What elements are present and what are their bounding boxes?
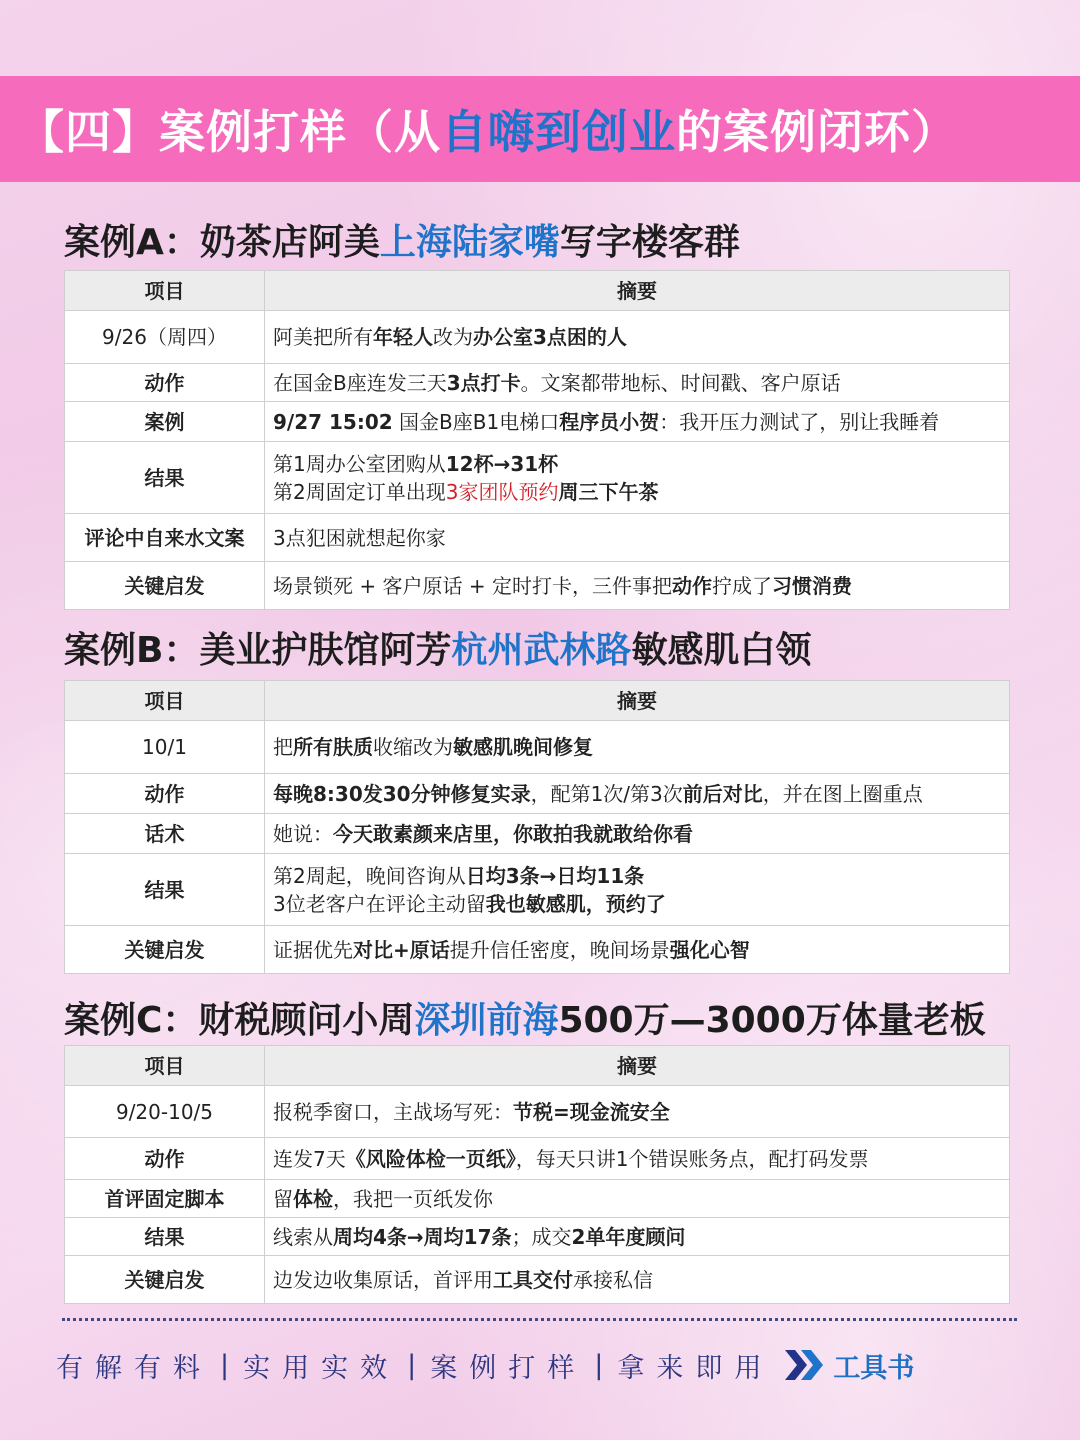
- text-span: 3位老客户在评论主动留: [273, 891, 486, 916]
- text-span: 收缩改为: [373, 735, 453, 759]
- text-span: 提升信任密度，晚间场景: [449, 937, 670, 962]
- footer-item: 实用实效: [243, 1352, 400, 1384]
- row-key: 10/1: [65, 721, 265, 774]
- dotted-divider: [62, 1318, 1017, 1321]
- case-b-title-prefix: 案例B：美业护肤馆阿芳: [64, 630, 452, 671]
- text-span: ，配第1次/第3次: [530, 781, 683, 806]
- footer-item: 案例打样: [430, 1352, 587, 1384]
- text-span: 留: [273, 1186, 293, 1211]
- case-b-title: [64, 622, 811, 673]
- text-span: 改为: [433, 325, 473, 349]
- text-span: 前后对比: [682, 781, 763, 806]
- row-key: 结果: [65, 442, 265, 514]
- row-key: 结果: [65, 854, 265, 926]
- text-span: 。文案都带地标、时间戳、客户原话: [520, 370, 841, 395]
- result-line: [273, 890, 1001, 918]
- row-key: 9/20-10/5: [65, 1086, 265, 1138]
- row-value: [265, 1086, 1010, 1138]
- text-span: 今天敢素颜来店里，你敢拍我就敢给你看: [333, 821, 693, 846]
- footer: [56, 1342, 914, 1388]
- text-span: 把: [273, 735, 293, 759]
- row-key: 案例: [65, 402, 265, 442]
- row-value: [265, 562, 1010, 610]
- text-span: 日均3条→日均11条: [465, 863, 645, 888]
- header-item: 项目: [65, 271, 265, 311]
- text-span: 动作: [671, 573, 712, 598]
- table-header-row: [65, 681, 1010, 721]
- case-a-title-prefix: 案例A：奶茶店阿美: [64, 222, 380, 263]
- text-span: 体检: [293, 1186, 333, 1211]
- row-value: [265, 1138, 1010, 1180]
- text-span: 承接私信: [573, 1267, 653, 1292]
- table-row: [65, 1180, 1010, 1218]
- text-span: ；成交: [511, 1224, 572, 1249]
- table-header-row: [65, 271, 1010, 311]
- row-value: [265, 1218, 1010, 1256]
- result-line: [273, 862, 1001, 890]
- text-span: ，并在图上圈重点: [762, 781, 923, 806]
- header-item: 项目: [65, 1046, 265, 1086]
- text-span: 在国金B座连发三天: [273, 370, 447, 395]
- text-span: 第2周固定订单出现: [273, 479, 446, 504]
- text-span: 第2周起，晚间咨询从: [273, 863, 466, 888]
- header-summary: 摘要: [265, 1046, 1010, 1086]
- text-span: 拧成了: [711, 573, 772, 598]
- brand-label: 工具书: [833, 1352, 915, 1384]
- table-row: [65, 814, 1010, 854]
- text-span: 年轻人: [373, 325, 433, 349]
- text-span: 国金B座B1电梯口: [392, 409, 560, 434]
- banner-prefix: 【四】案例打样（从: [18, 105, 441, 159]
- row-value: [265, 364, 1010, 402]
- banner-highlight: 自嗨到创业: [441, 105, 676, 159]
- row-key: 关键启发: [65, 562, 265, 610]
- case-c-title-prefix: 案例C：财税顾问小周: [64, 1000, 415, 1041]
- case-b-title-suffix: 敏感肌白领: [631, 630, 812, 671]
- row-key: 动作: [65, 774, 265, 814]
- text-span: 12杯→31杯: [445, 451, 559, 476]
- table-row: [65, 854, 1010, 926]
- text-span: 线索从: [273, 1224, 333, 1249]
- text-span: 连发7天: [273, 1146, 346, 1171]
- table-row: [65, 364, 1010, 402]
- table-header-row: [65, 1046, 1010, 1086]
- row-key: 动作: [65, 1138, 265, 1180]
- banner-suffix: 的案例闭环）: [676, 105, 958, 159]
- text-span: 证据优先: [273, 937, 353, 962]
- text-span: 我也敏感肌，预约了: [485, 891, 666, 916]
- row-key: 关键启发: [65, 926, 265, 974]
- double-chevron-icon: [783, 1348, 827, 1382]
- row-value: [265, 1256, 1010, 1304]
- text-span: 边发边收集原话，首评用: [273, 1267, 493, 1292]
- text-span: 场景锁死 + 客户原话 + 定时打卡，三件事把: [273, 573, 672, 598]
- text-span: 3家团队预约: [445, 479, 559, 504]
- row-key: 评论中自来水文案: [65, 514, 265, 562]
- table-row: [65, 402, 1010, 442]
- text-span: 工具交付: [493, 1267, 573, 1292]
- row-value: [265, 774, 1010, 814]
- table-row: [65, 774, 1010, 814]
- text-span: 习惯消费: [771, 573, 852, 598]
- text-span: ，每天只讲1个错误账务点，配打码发票: [515, 1146, 869, 1171]
- text-span: 阿美把所有: [273, 325, 373, 349]
- row-key: 话术: [65, 814, 265, 854]
- result-line: [273, 450, 1001, 478]
- text-span: 2单年度顾问: [571, 1224, 686, 1249]
- text-span: 强化心智: [669, 937, 750, 962]
- text-span: ：我开压力测试了，别让我睡着: [659, 409, 940, 434]
- text-span: 周三下午茶: [558, 479, 659, 504]
- case-b-title-highlight: 杭州武林路: [451, 630, 632, 671]
- table-row: [65, 926, 1010, 974]
- row-key: 首评固定脚本: [65, 1180, 265, 1218]
- row-value: [265, 814, 1010, 854]
- table-row: [65, 1218, 1010, 1256]
- text-span: 《风险体检一页纸》: [345, 1146, 516, 1171]
- text-span: 9/27 15:02: [273, 409, 393, 434]
- text-span: 程序员小贺: [559, 409, 660, 434]
- text-span: ，我把一页纸发你: [333, 1186, 493, 1211]
- text-span: 敏感肌晚间修复: [453, 735, 593, 759]
- text-span: 报税季窗口，主战场写死：: [273, 1099, 513, 1124]
- row-key: 9/26（周四）: [65, 311, 265, 364]
- footer-separator: |: [220, 1349, 230, 1381]
- row-value: [265, 721, 1010, 774]
- table-row: [65, 1086, 1010, 1138]
- table-row: [65, 1138, 1010, 1180]
- case-c-table: [64, 1045, 1010, 1304]
- table-row: [65, 1256, 1010, 1304]
- row-value: [265, 442, 1010, 514]
- row-value: [265, 402, 1010, 442]
- row-key: 动作: [65, 364, 265, 402]
- row-value: [265, 311, 1010, 364]
- header-summary: 摘要: [265, 271, 1010, 311]
- footer-item: 拿来即用: [617, 1352, 774, 1384]
- header-item: 项目: [65, 681, 265, 721]
- text-span: 周均4条→周均17条: [333, 1224, 512, 1249]
- text-span: 每晚8:30发30分钟修复实录: [273, 781, 531, 806]
- case-a-title-suffix: 写字楼客群: [559, 222, 740, 263]
- case-c-title-suffix: 500万—3000万体量老板: [558, 1000, 986, 1041]
- row-key: 关键启发: [65, 1256, 265, 1304]
- case-a-table: [64, 270, 1010, 610]
- section-banner: [0, 76, 1080, 182]
- text-span: 她说：: [273, 821, 333, 846]
- text-span: 办公室3点困的人: [473, 325, 627, 349]
- row-value: [265, 926, 1010, 974]
- case-b-table: [64, 680, 1010, 974]
- case-a-title: [64, 214, 740, 265]
- footer-item: 有解有料: [56, 1352, 212, 1384]
- row-value: [265, 1180, 1010, 1218]
- text-span: 节税=现金流安全: [513, 1099, 670, 1124]
- text-span: 所有肤质: [293, 735, 373, 759]
- footer-separator: |: [407, 1349, 417, 1381]
- footer-separator: |: [594, 1349, 604, 1381]
- table-row: [65, 721, 1010, 774]
- case-a-title-highlight: 上海陆家嘴: [379, 222, 560, 263]
- text-span: 对比+原话: [353, 937, 450, 962]
- row-value: 3点犯困就想起你家: [265, 514, 1010, 562]
- table-row: [65, 442, 1010, 514]
- text-span: 3点打卡: [446, 370, 521, 395]
- table-row: [65, 562, 1010, 610]
- result-line: [273, 478, 1001, 506]
- case-c-title-highlight: 深圳前海: [414, 1000, 559, 1041]
- table-row: [65, 514, 1010, 562]
- case-c-title: [64, 992, 986, 1043]
- row-key: 结果: [65, 1218, 265, 1256]
- text-span: 第1周办公室团购从: [273, 451, 446, 476]
- header-summary: 摘要: [265, 681, 1010, 721]
- footer-brand: [783, 1346, 914, 1385]
- row-value: [265, 854, 1010, 926]
- table-row: [65, 311, 1010, 364]
